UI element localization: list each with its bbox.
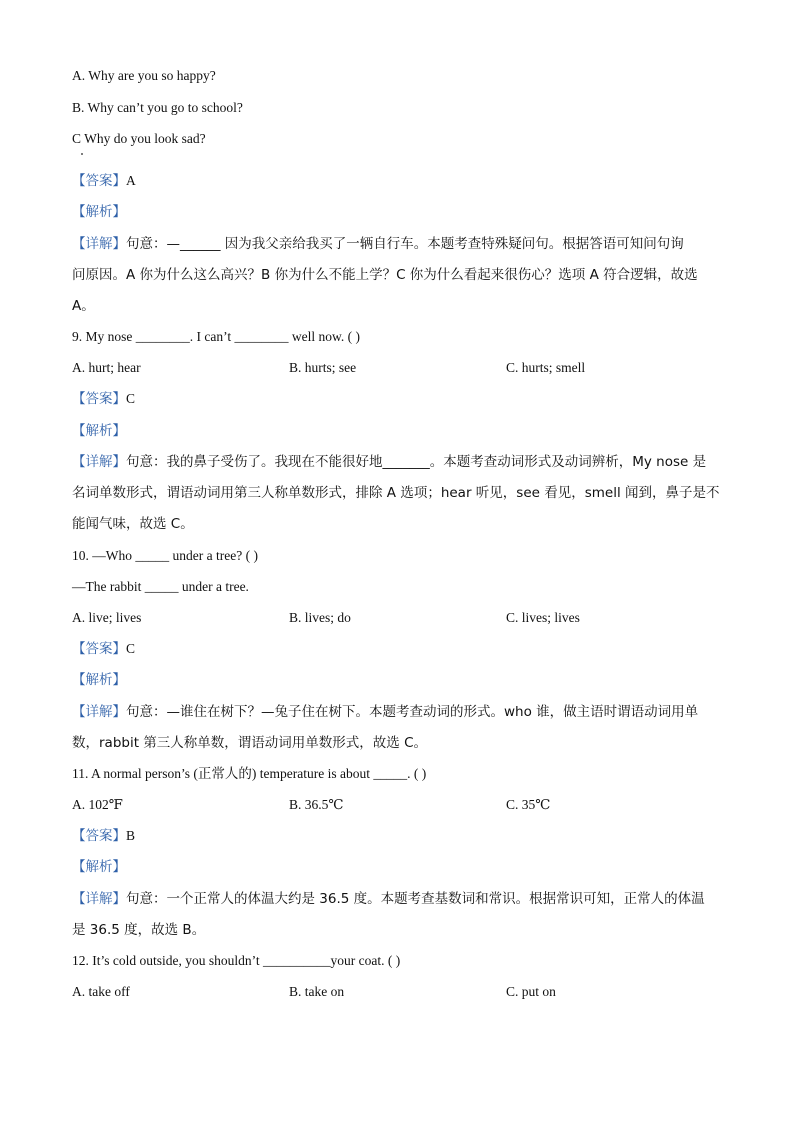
q12-option-a: A. take off xyxy=(72,984,130,999)
q10-option-a: A. live; lives xyxy=(72,610,142,625)
detail-text: 句意：一个正常人的体温大约是 36.5 度。本题考查基数词和常识。根据常识可知，正常人的体温 xyxy=(126,891,705,907)
q8-analysis-row xyxy=(72,203,126,221)
q12-option-c: C. put on xyxy=(506,984,556,999)
q8-option-a: A. Why are you so happy? xyxy=(72,68,216,83)
q8-option-b: B. Why can’t you go to school? xyxy=(72,100,243,115)
q9-option-b: B. hurts; see xyxy=(289,360,357,375)
q10-reply: —The rabbit _____ under a tree. xyxy=(72,579,249,594)
q10-analysis-row xyxy=(72,671,126,689)
q12-option-b: B. take on xyxy=(289,984,345,999)
q11-detail-line-2: 是 36.5 度，故选 B。 xyxy=(72,922,206,938)
answer-value: B xyxy=(126,828,136,843)
q10-option-c: C. lives; lives xyxy=(506,610,580,625)
q9-analysis-row xyxy=(72,422,126,440)
q10-question: 10. —Who _____ under a tree? ( ) xyxy=(72,548,258,563)
detail-tag: 【详解】 xyxy=(72,891,126,907)
detail-tag: 【详解】 xyxy=(72,454,126,470)
q11-analysis-row xyxy=(72,858,126,876)
q11-option-c: C. 35℃ xyxy=(506,797,551,812)
detail-text: 句意：—谁住在树下？—兔子住在树下。本题考查动词的形式。who 谁，做主语时谓语动词用单 xyxy=(126,704,699,720)
q11-option-b: B. 36.5℃ xyxy=(289,797,344,812)
q8-answer-row xyxy=(72,172,136,190)
q10-answer-row xyxy=(72,640,135,658)
q10-option-b: B. lives; do xyxy=(289,610,351,625)
q10-detail-line-2: 数，rabbit 第三人称单数，谓语动词用单数形式，故选 C。 xyxy=(72,735,428,751)
q9-answer-row xyxy=(72,390,135,408)
q10-detail-line-1 xyxy=(72,703,698,721)
answer-tag: 【答案】 xyxy=(72,391,126,407)
analysis-tag: 【解析】 xyxy=(72,859,126,875)
q9-detail-line-2: 名词单数形式，谓语动词用第三人称单数形式，排除 A 选项；hear 听见，see 看见，smell 闻到，鼻子是不 xyxy=(72,485,720,501)
analysis-tag: 【解析】 xyxy=(72,204,126,220)
q9-detail-line-3: 能闻气味，故选 C。 xyxy=(72,516,194,532)
answer-value: C xyxy=(126,641,136,656)
detail-text: 句意：—______ 因为我父亲给我买了一辆自行车。本题考查特殊疑问句。根据答语可知问句询 xyxy=(126,236,684,252)
answer-value: C xyxy=(126,391,136,406)
q8-detail-line-2: 问原因。A 你为什么这么高兴？B 你为什么不能上学？C 你为什么看起来很伤心？选项 A 符合逻辑，故选 xyxy=(72,267,698,283)
detail-text: 句意：我的鼻子受伤了。我现在不能很好地_______。本题考查动词形式及动词辨析，My nose 是 xyxy=(126,454,707,470)
q8-detail-line-3: A。 xyxy=(72,298,95,314)
answer-tag: 【答案】 xyxy=(72,828,126,844)
answer-value: A xyxy=(126,173,136,188)
q8-detail-line-1 xyxy=(72,235,684,253)
q11-answer-row xyxy=(72,827,135,845)
answer-tag: 【答案】 xyxy=(72,641,126,657)
q11-detail-line-1 xyxy=(72,890,705,908)
q9-option-c: C. hurts; smell xyxy=(506,360,586,375)
analysis-tag: 【解析】 xyxy=(72,423,126,439)
answer-tag: 【答案】 xyxy=(72,173,126,189)
q9-option-a: A. hurt; hear xyxy=(72,360,141,375)
q11-option-a: A. 102℉ xyxy=(72,797,123,812)
detail-tag: 【详解】 xyxy=(72,704,126,720)
q12-question: 12. It’s cold outside, you shouldn’t __________your coat. ( ) xyxy=(72,953,401,968)
analysis-tag: 【解析】 xyxy=(72,672,126,688)
stray-dot xyxy=(81,153,83,155)
q8-option-c: C Why do you look sad? xyxy=(72,131,206,146)
q11-question: 11. A normal person’s (正常人的) temperature is about _____. ( ) xyxy=(72,766,427,781)
q9-question: 9. My nose ________. I can’t ________ well now. ( ) xyxy=(72,329,360,344)
q9-detail-line-1 xyxy=(72,453,706,471)
detail-tag: 【详解】 xyxy=(72,236,126,252)
